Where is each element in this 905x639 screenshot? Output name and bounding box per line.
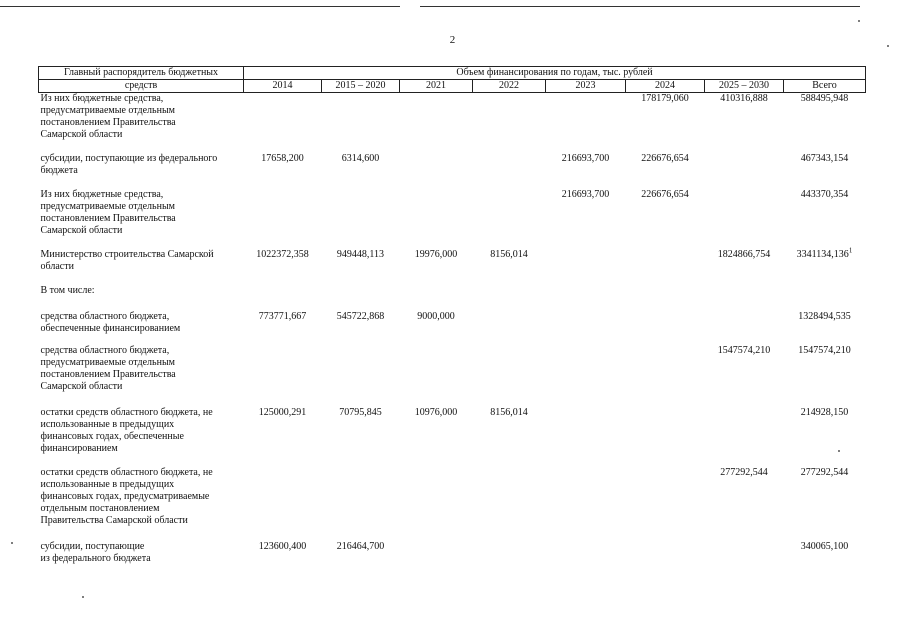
cell-value	[626, 541, 705, 571]
cell-value-text: 277292,544	[800, 466, 849, 478]
scan-speck	[11, 542, 13, 544]
table-body	[39, 93, 866, 571]
cell-value-text: 216464,700	[336, 540, 385, 552]
cell-total	[784, 311, 866, 345]
cell-value-text: 178179,060	[641, 93, 689, 104]
page-number: 2	[449, 34, 456, 46]
cell-value	[400, 249, 473, 285]
cell-value	[244, 345, 322, 407]
cell-value	[546, 467, 626, 541]
cell-value-text: 125000,291	[258, 406, 307, 418]
table-row	[39, 189, 866, 249]
row-label-line: финансовых годах, предусматриваемые	[40, 490, 210, 502]
cell-value-text: 1824866,754	[717, 248, 771, 260]
cell-value-text: 226676,654	[641, 152, 689, 164]
cell-value	[244, 249, 322, 285]
cell-value-text: 216693,700	[561, 188, 610, 200]
cell-value	[400, 189, 473, 249]
cell-value	[244, 153, 322, 189]
cell-total	[784, 246, 866, 285]
cell-value	[626, 249, 705, 285]
row-label-line: субсидии, поступающие из федерального	[40, 152, 218, 164]
cell-value	[244, 285, 322, 311]
cell-value	[244, 407, 322, 467]
cell-value	[705, 93, 784, 153]
header-year: 2014	[244, 80, 322, 93]
row-label-line: субсидии, поступающие	[40, 540, 145, 552]
row-label-line: финансированием	[40, 442, 118, 454]
cell-value	[626, 189, 705, 249]
cell-value	[400, 311, 473, 345]
table-row	[39, 93, 866, 153]
cell-value-text: 1328494,535	[798, 310, 851, 322]
cell-value-text: 19976,000	[414, 248, 458, 260]
header-distributor-line2: средств	[39, 80, 244, 93]
cell-value-text: 17658,200	[261, 152, 304, 164]
cell-value	[322, 345, 400, 407]
cell-value	[626, 153, 705, 189]
cell-value-text: 3341134,136	[796, 248, 849, 260]
row-label-line: Самарской области	[40, 224, 123, 236]
cell-value	[546, 285, 626, 311]
row-label-line: использованные в предыдущих	[40, 418, 175, 430]
row-label-line: Из них бюджетные средства,	[40, 93, 164, 104]
header-year: 2015 – 2020	[322, 80, 400, 93]
cell-value-text: 216693,700	[561, 152, 610, 164]
cell-value	[244, 189, 322, 249]
table-row	[39, 153, 866, 189]
row-label	[39, 153, 244, 189]
cell-value	[705, 345, 784, 407]
cell-value	[400, 541, 473, 571]
header-year: 2023	[546, 80, 626, 93]
cell-value	[400, 407, 473, 467]
header-total: Всего	[784, 80, 866, 93]
cell-value-text: 1022372,358	[256, 248, 309, 260]
cell-value	[705, 311, 784, 345]
row-label	[39, 93, 244, 153]
row-label-line: Правительства Самарской области	[40, 514, 188, 526]
cell-value-text: 588495,948	[800, 93, 849, 104]
cell-value	[473, 541, 546, 571]
cell-value	[400, 345, 473, 407]
table-row	[39, 249, 866, 285]
scan-speck	[858, 20, 860, 22]
cell-value	[626, 345, 705, 407]
cell-total	[784, 345, 866, 407]
cell-total	[784, 467, 866, 541]
cell-value	[473, 345, 546, 407]
cell-value	[705, 541, 784, 571]
cell-total	[784, 407, 866, 467]
cell-value	[705, 285, 784, 311]
row-label-line: предусматриваемые отдельным	[40, 105, 176, 116]
table-row	[39, 467, 866, 541]
table-row	[39, 541, 866, 571]
cell-value	[705, 407, 784, 467]
cell-value-text: 10976,000	[414, 406, 458, 418]
row-label-line: остатки средств областного бюджета, не	[40, 406, 213, 418]
row-label-line: использованные в предыдущих	[40, 478, 175, 490]
cell-value-text: 9000,000	[417, 310, 455, 322]
cell-total	[784, 285, 866, 311]
cell-value-text: 1547574,210	[798, 344, 851, 356]
cell-value	[705, 153, 784, 189]
row-label	[39, 467, 244, 541]
row-label-line: области	[40, 260, 74, 272]
row-label	[39, 189, 244, 249]
cell-value	[473, 153, 546, 189]
cell-value	[473, 249, 546, 285]
row-label-line: В том числе:	[40, 284, 95, 296]
cell-value	[626, 467, 705, 541]
cell-value	[322, 467, 400, 541]
cell-value	[546, 93, 626, 153]
cell-value	[322, 541, 400, 571]
top-rule-left	[0, 6, 400, 7]
header-year: 2024	[626, 80, 705, 93]
row-label	[39, 285, 244, 311]
header-group-title: Объем финансирования по годам, тыс. рублей	[244, 67, 866, 80]
cell-value-text: 277292,544	[720, 466, 768, 478]
cell-value	[322, 249, 400, 285]
cell-total	[784, 541, 866, 571]
row-label	[39, 311, 244, 345]
cell-value	[473, 93, 546, 153]
row-label	[39, 345, 244, 407]
cell-value	[546, 189, 626, 249]
cell-value	[473, 189, 546, 249]
row-label-line: Из них бюджетные средства,	[40, 188, 164, 200]
cell-total	[784, 153, 866, 189]
cell-value	[705, 467, 784, 541]
cell-value	[546, 541, 626, 571]
cell-value	[626, 285, 705, 311]
scan-speck	[838, 450, 840, 452]
cell-value-text: 214928,150	[800, 406, 849, 418]
cell-value-text: 545722,868	[336, 310, 385, 322]
table-row	[39, 285, 866, 311]
header-year: 2022	[473, 80, 546, 93]
footnote-mark: 1	[848, 246, 853, 255]
cell-value	[322, 153, 400, 189]
cell-value	[322, 407, 400, 467]
row-label-line: Самарской области	[40, 129, 123, 140]
cell-value	[546, 311, 626, 345]
cell-value-text: 1547574,210	[717, 344, 771, 356]
financing-table	[38, 66, 866, 571]
cell-total	[784, 189, 866, 249]
table-row	[39, 345, 866, 407]
cell-value-text: 949448,113	[336, 248, 385, 260]
cell-value	[400, 285, 473, 311]
cell-value-text: 8156,014	[490, 406, 528, 418]
cell-value	[705, 249, 784, 285]
cell-value	[546, 153, 626, 189]
cell-value-text: 443370,354	[800, 188, 849, 200]
cell-value-text: 340065,100	[800, 540, 849, 552]
table-header	[39, 67, 866, 93]
cell-value	[473, 407, 546, 467]
row-label-line: обеспеченные финансированием	[40, 322, 181, 334]
cell-value-text: 226676,654	[641, 188, 689, 200]
scan-speck	[887, 45, 889, 47]
table-row	[39, 407, 866, 467]
cell-value	[322, 189, 400, 249]
cell-value	[244, 467, 322, 541]
cell-value	[626, 407, 705, 467]
cell-value-text: 70795,845	[339, 406, 382, 418]
row-label	[39, 541, 244, 571]
row-label-line: Самарской области	[40, 380, 123, 392]
cell-value-text: 410316,888	[720, 93, 768, 104]
cell-value	[546, 249, 626, 285]
cell-value	[473, 285, 546, 311]
row-label-line: средства областного бюджета,	[40, 344, 170, 356]
cell-value	[626, 93, 705, 153]
row-label-line: финансовых годах, обеспеченные	[40, 430, 184, 442]
cell-value-text: 467343,154	[800, 152, 849, 164]
cell-value	[400, 93, 473, 153]
row-label-line: предусматриваемые отдельным	[40, 200, 176, 212]
header-year: 2021	[400, 80, 473, 93]
cell-value	[546, 345, 626, 407]
row-label	[39, 249, 244, 285]
cell-value	[400, 153, 473, 189]
cell-value	[705, 189, 784, 249]
cell-value-text: 773771,667	[258, 310, 307, 322]
row-label-line: отдельным постановлением	[40, 502, 160, 514]
cell-value	[322, 285, 400, 311]
cell-value	[322, 311, 400, 345]
top-rule-right	[420, 6, 860, 7]
cell-value-text: 6314,600	[341, 152, 380, 164]
cell-value	[473, 311, 546, 345]
cell-value	[626, 311, 705, 345]
header-distributor-line1: Главный распорядитель бюджетных	[39, 67, 244, 80]
row-label	[39, 407, 244, 467]
row-label-line: постановлением Правительства	[40, 212, 176, 224]
row-label-line: остатки средств областного бюджета, не	[40, 466, 213, 478]
cell-total	[784, 93, 866, 153]
row-label-line: постановлением Правительства	[40, 117, 176, 128]
cell-value	[322, 93, 400, 153]
cell-value	[244, 541, 322, 571]
header-year: 2025 – 2030	[705, 80, 784, 93]
table-row	[39, 311, 866, 345]
row-label-line: средства областного бюджета,	[40, 310, 170, 322]
cell-value	[546, 407, 626, 467]
scan-speck	[82, 596, 84, 598]
cell-value	[244, 93, 322, 153]
cell-value	[244, 311, 322, 345]
cell-value	[473, 467, 546, 541]
row-label-line: постановлением Правительства	[40, 368, 176, 380]
row-label-line: бюджета	[40, 164, 78, 176]
row-label-line: из федерального бюджета	[40, 552, 151, 564]
row-label-line: предусматриваемые отдельным	[40, 356, 176, 368]
cell-value-text: 8156,014	[490, 248, 528, 260]
cell-value-text: 123600,400	[258, 540, 307, 552]
row-label-line: Министерство строительства Самарской	[40, 248, 214, 260]
cell-value	[400, 467, 473, 541]
